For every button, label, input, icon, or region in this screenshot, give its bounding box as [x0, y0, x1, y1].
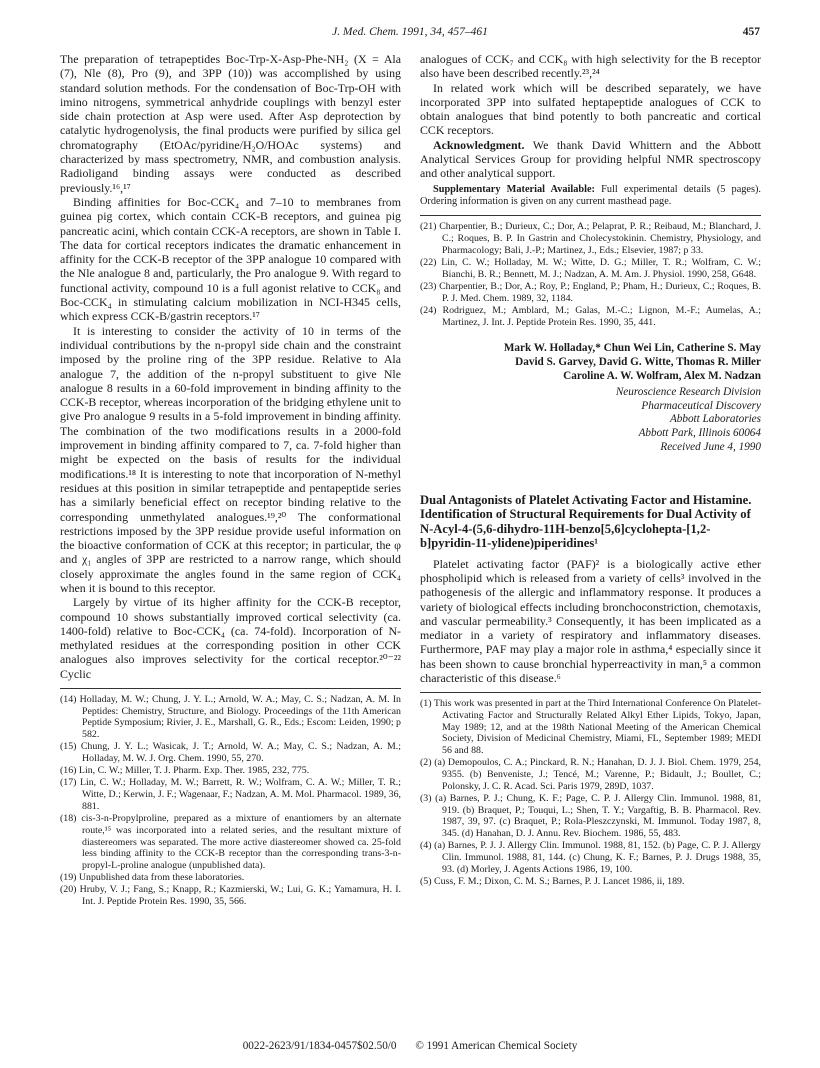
reference-item: (21) Charpentier, B.; Durieux, C.; Dor, A.; Pelaprat, P. R.; Reibaud, M.; Blanchard, J. C.; Roques, B. P. In Gastrin and Cholecystokinin. Chemistry, Physiology, and Pharmacology; Bali, J.-P.; Martinez, J., Eds.; Elsevier, 1987; p 33.: [420, 221, 761, 256]
footer-copyright: © 1991 American Chemical Society: [415, 1040, 578, 1052]
body-paragraph: analogues of CCK₇ and CCK₈ with high selectivity for the B receptor also have been described recently.²³,²⁴: [420, 52, 761, 81]
body-paragraph: In related work which will be described separately, we have incorporated 3PP into sulfated heptapeptide analogues of CCK to obtain analogues that bind potently to both pancreatic and cortical CCK receptors.: [420, 80, 761, 138]
supplementary-heading: Supplementary Material Available:: [433, 183, 595, 195]
body-paragraph: Platelet activating factor (PAF)² is a biologically active ether phospholipid which is released from a variety of cells³ involved in the pathogenesis of the allergic and inflammatory response. It produces a variety of biological effects including bronchoconstriction, chemotaxis, and vascular permeability.³ Consequently, it has been implicated as a mediator in a variety of respiratory and inflammatory diseases. Furthermore, PAF may play a major role in asthma,⁴ especially since it has been shown to cause bronchial hyperreactivity in man,⁵ a common characteristic of this disease.⁶: [420, 556, 761, 686]
body-paragraph: It is interesting to consider the activity of 10 in terms of the individual contributions by the n-propyl side chain and the constraint imposed by the proline ring of the 3PP residue. Relative to Ala analogue 7, the addition of the n-propyl substituent to give Nle analogue 8 results in a 60-fold improvement in binding affinity to the CCK-B receptor, whereas incorporation of the bridging ethylene unit to give Pro analogue 9 results in a 5-fold improvement in binding affinity. The combination of the two modifications results in a 2000-fold improvement in binding affinity compared to 7, ca. 7-fold higher than might be expected on the basis of results for the individual modifications.¹⁸ It is interesting to note that incorporation of N-methyl residues at this position in similar tetrapeptide and pentapeptide series has a similarly beneficial effect on receptor binding relative to the corresponding unmethylated analogues.¹⁹,²⁰ The conformational restrictions imposed by the 3PP residue provide useful information on the bioactive conformation of CCK at this receptor; in particular, the φ and χ₁ angles of 3PP are restricted to a narrow range, which should closely approximate the angles found in the same region of CCK₄ when it is bound to this receptor.: [60, 323, 401, 595]
reference-list: [420, 698, 761, 887]
reference-item: (3) (a) Barnes, P. J.; Chung, K. F.; Page, C. P. J. Allergy Clin. Immunol. 1988, 81, 919. (b) Braquet, P.; Touqui, L.; Shen, T. Y.; Vargaftig, B. B. Pharmacol. Rev. 1987, 39, 97. (c) Braquet, P.; Rola-Pleszczynski, M. Immunol. Today 1987, 8, 345. (d) Hanahan, D. J. Annu. Rev. Biochem. 1986, 55, 483.: [420, 792, 761, 840]
author-line: Mark W. Holladay,* Chun Wei Lin, Catherine S. May: [503, 342, 761, 355]
reference-item: (22) Lin, C. W.; Holladay, M. W.; Witte, D. G.; Miller, T. R.; Wolfram, C. W.; Bianchi, B. R.; Bennett, M. J.; Nadzan, A. M. Am. J. Physiol. 1990, 258, G648.: [420, 257, 761, 280]
reference-item: (2) (a) Demopoulos, C. A.; Pinckard, R. N.; Hanahan, D. J. J. Biol. Chem. 1979, 254, 9355. (b) Benveniste, J.; Tencé, M.; Varenne, P.; Bidault, J.; Boullet, C.; Polonsky, J. C. R. Acad. Sci. Paris 1979, 289D, 1037.: [420, 757, 761, 792]
affiliation-line: Neuroscience Research Division: [615, 385, 761, 398]
affiliation-line: Abbott Park, Illinois 60064: [638, 427, 761, 440]
reference-item: (19) Unpublished data from these laboratories.: [60, 872, 245, 884]
page-number: 457: [742, 26, 760, 38]
author-line: David S. Garvey, David G. Witte, Thomas R. Miller: [515, 356, 761, 369]
supplementary-text: Full experimental details (5 pages). Ordering information is given on any current masthead page.: [420, 183, 761, 208]
body-paragraph: Largely by virtue of its higher affinity for the CCK-B receptor, compound 10 shows substantially improved cortical selectivity (ca. 1400-fold) relative to Boc-CCK₄ (ca. 74-fold). Incorporation of N-methylated residues at the corresponding position in other CCK analogues also improves selectivity for the cortical receptor.²⁰⁻²² Cyclic: [60, 595, 401, 681]
journal-citation: J. Med. Chem. 1991, 34, 457–461: [332, 26, 488, 38]
body-paragraph: Binding affinities for Boc-CCK₄ and 7–10 to membranes from guinea pig cortex, which contain CCK-B receptors, and guinea pig pancreatic acini, which contain CCK-A receptors, are shown in Table I. The data for cortical receptors indicates the dramatic enhancement in affinity for the CCK-B receptor of the 3PP analogue 10 compared with the Nle analogue 8 and, particularly, the Pro analogue 9. With regard to functional activity, compound 10 is a full agonist relative to CCK₈ and Boc-CCK₄ in stimulating calcium mobilization in NCI-H345 cells, which express CCK-B/gastrin receptors.¹⁷: [60, 194, 401, 324]
footnote-rule: [420, 692, 761, 693]
affiliation-line: Pharmaceutical Discovery: [641, 399, 761, 412]
acknowledgment-heading: Acknowledgment.: [433, 137, 525, 152]
footnote-rule: [420, 215, 761, 216]
supplementary-material: [420, 184, 761, 209]
footnote-rule: [60, 688, 401, 689]
acknowledgment-text: We thank David Whittern and the Abbott Analytical Services Group for providing helpful NMR spectroscopy and other analytical support.: [420, 137, 761, 181]
running-header: [60, 26, 760, 42]
page-footer: [60, 1040, 760, 1052]
affiliation-line: Abbott Laboratories: [669, 413, 761, 426]
reference-item: (14) Holladay, M. W.; Chung, J. Y. L.; Arnold, W. A.; May, C. S.; Nadzan, A. M. In Peptides: Chemistry, Structure, and Biology. Proceedings of the 11th American Peptide Symposium; Rivier, J. E., Marshall, G. R., Eds.; Escom: Leiden, 1990; p 582.: [60, 694, 401, 741]
article-title: Dual Antagonists of Platelet Activating Factor and Histamine. Identification of Structural Requirements for Dual Activity of N-Acyl-4-(5,6-dihydro-11H-benzo[5,6]cyclohepta-[1,2-b]pyridin-11-ylidene)piperidines¹: [420, 492, 752, 551]
reference-item: (18) cis-3-n-Propylproline, prepared as a mixture of enantiomers by an alternate route,¹⁵ was incorporated into a related series, and the resultant mixture of diastereomers was separated. The more active diastereomer showed ca. 25-fold less binding affinity to the CCK-B receptor than the corresponding trans-3-n-propyl-L-proline analogue (unpublished data).: [60, 813, 401, 871]
reference-item: (5) Cuss, F. M.; Dixon, C. M. S.; Barnes, P. J. Lancet 1986, ii, 189.: [420, 875, 685, 887]
reference-item: (23) Charpentier, B.; Dor, A.; Roy, P.; England, P.; Pham, H.; Durieux, C.; Roques, B. P. J. Med. Chem. 1989, 32, 1184.: [420, 281, 761, 304]
reference-item: (1) This work was presented in part at the Third International Conference On Platelet-Activating Factor and Structurally Related Alkyl Ether Lipids, Tokyo, Japan, May 1989; 12, and at the 198th National Meeting of the American Chemical Society, Division of Medicinal Chemistry, Miami, FL, September 1989; MEDI 56 and 88.: [420, 698, 761, 757]
reference-item: (15) Chung, J. Y. L.; Wasicak, J. T.; Arnold, W. A.; May, C. S.; Nadzan, A. M.; Holladay, M. W. J. Org. Chem. 1990, 55, 270.: [60, 741, 401, 765]
affiliation: [420, 386, 761, 455]
received-date: Received June 4, 1990: [660, 440, 761, 453]
reference-item: (16) Lin, C. W.; Miller, T. J. Pharm. Exp. Ther. 1985, 232, 775.: [60, 765, 310, 777]
footer-code: 0022-2623/91/1834-0457$02.50/0: [242, 1040, 397, 1052]
reference-item: (20) Hruby, V. J.; Fang, S.; Knapp, R.; Kazmierski, W.; Lui, G. K.; Yamamura, H. I. Int. J. Peptide Protein Res. 1990, 35, 566.: [60, 884, 401, 908]
acknowledgment: [420, 138, 761, 181]
right-column: [420, 52, 761, 888]
body-paragraph: The preparation of tetrapeptides Boc-Trp-X-Asp-Phe-NH₂ (X = Ala (7), Nle (8), Pro (9), and 3PP (10)) was accomplished by using standard solution methods. For the condensation of Boc-Trp-OH with imino nitrogens, symmetrical anhydride couplings with benzyl ester side chain protection at Asp were used. After Asp deprotection by catalytic hydrogenolysis, the final products were purified by silica gel chromatography (EtOAc/pyridine/H₂O/HOAc systems) and characterized by mass spectrometry, NMR, and combustion analysis. Radioligand binding assays were conducted as described previously.¹⁶,¹⁷: [60, 52, 401, 195]
reference-item: (17) Lin, C. W.; Holladay, M. W.; Barrett, R. W.; Wolfram, C. A. W.; Miller, T. R.; Witte, D.; Kerwin, J. F.; Wagenaar, F.; Nadzan, A. M. Mol. Pharmacol. 1989, 36, 881.: [60, 777, 401, 812]
reference-item: (24) Rodriguez, M.; Amblard, M.; Galas, M.-C.; Lignon, M.-F.; Aumelas, A.; Martinez, J. Int. J. Peptide Protein Res. 1990, 35, 441.: [420, 304, 761, 328]
author-list: [420, 342, 761, 383]
left-column: [60, 52, 401, 908]
reference-list: [60, 694, 401, 908]
author-line: Caroline A. W. Wolfram, Alex M. Nadzan: [563, 369, 761, 382]
reference-item: (4) (a) Barnes, P. J. J. Allergy Clin. Immunol. 1988, 81, 152. (b) Page, C. P. J. Allergy Clin. Immunol. 1988, 81, 144. (c) Chung, K. F.; Barnes, P. J. Drugs 1988, 35, 93. (d) Morley, J. Agents Actions 1986, 19, 100.: [420, 840, 761, 875]
reference-list: [420, 221, 761, 328]
